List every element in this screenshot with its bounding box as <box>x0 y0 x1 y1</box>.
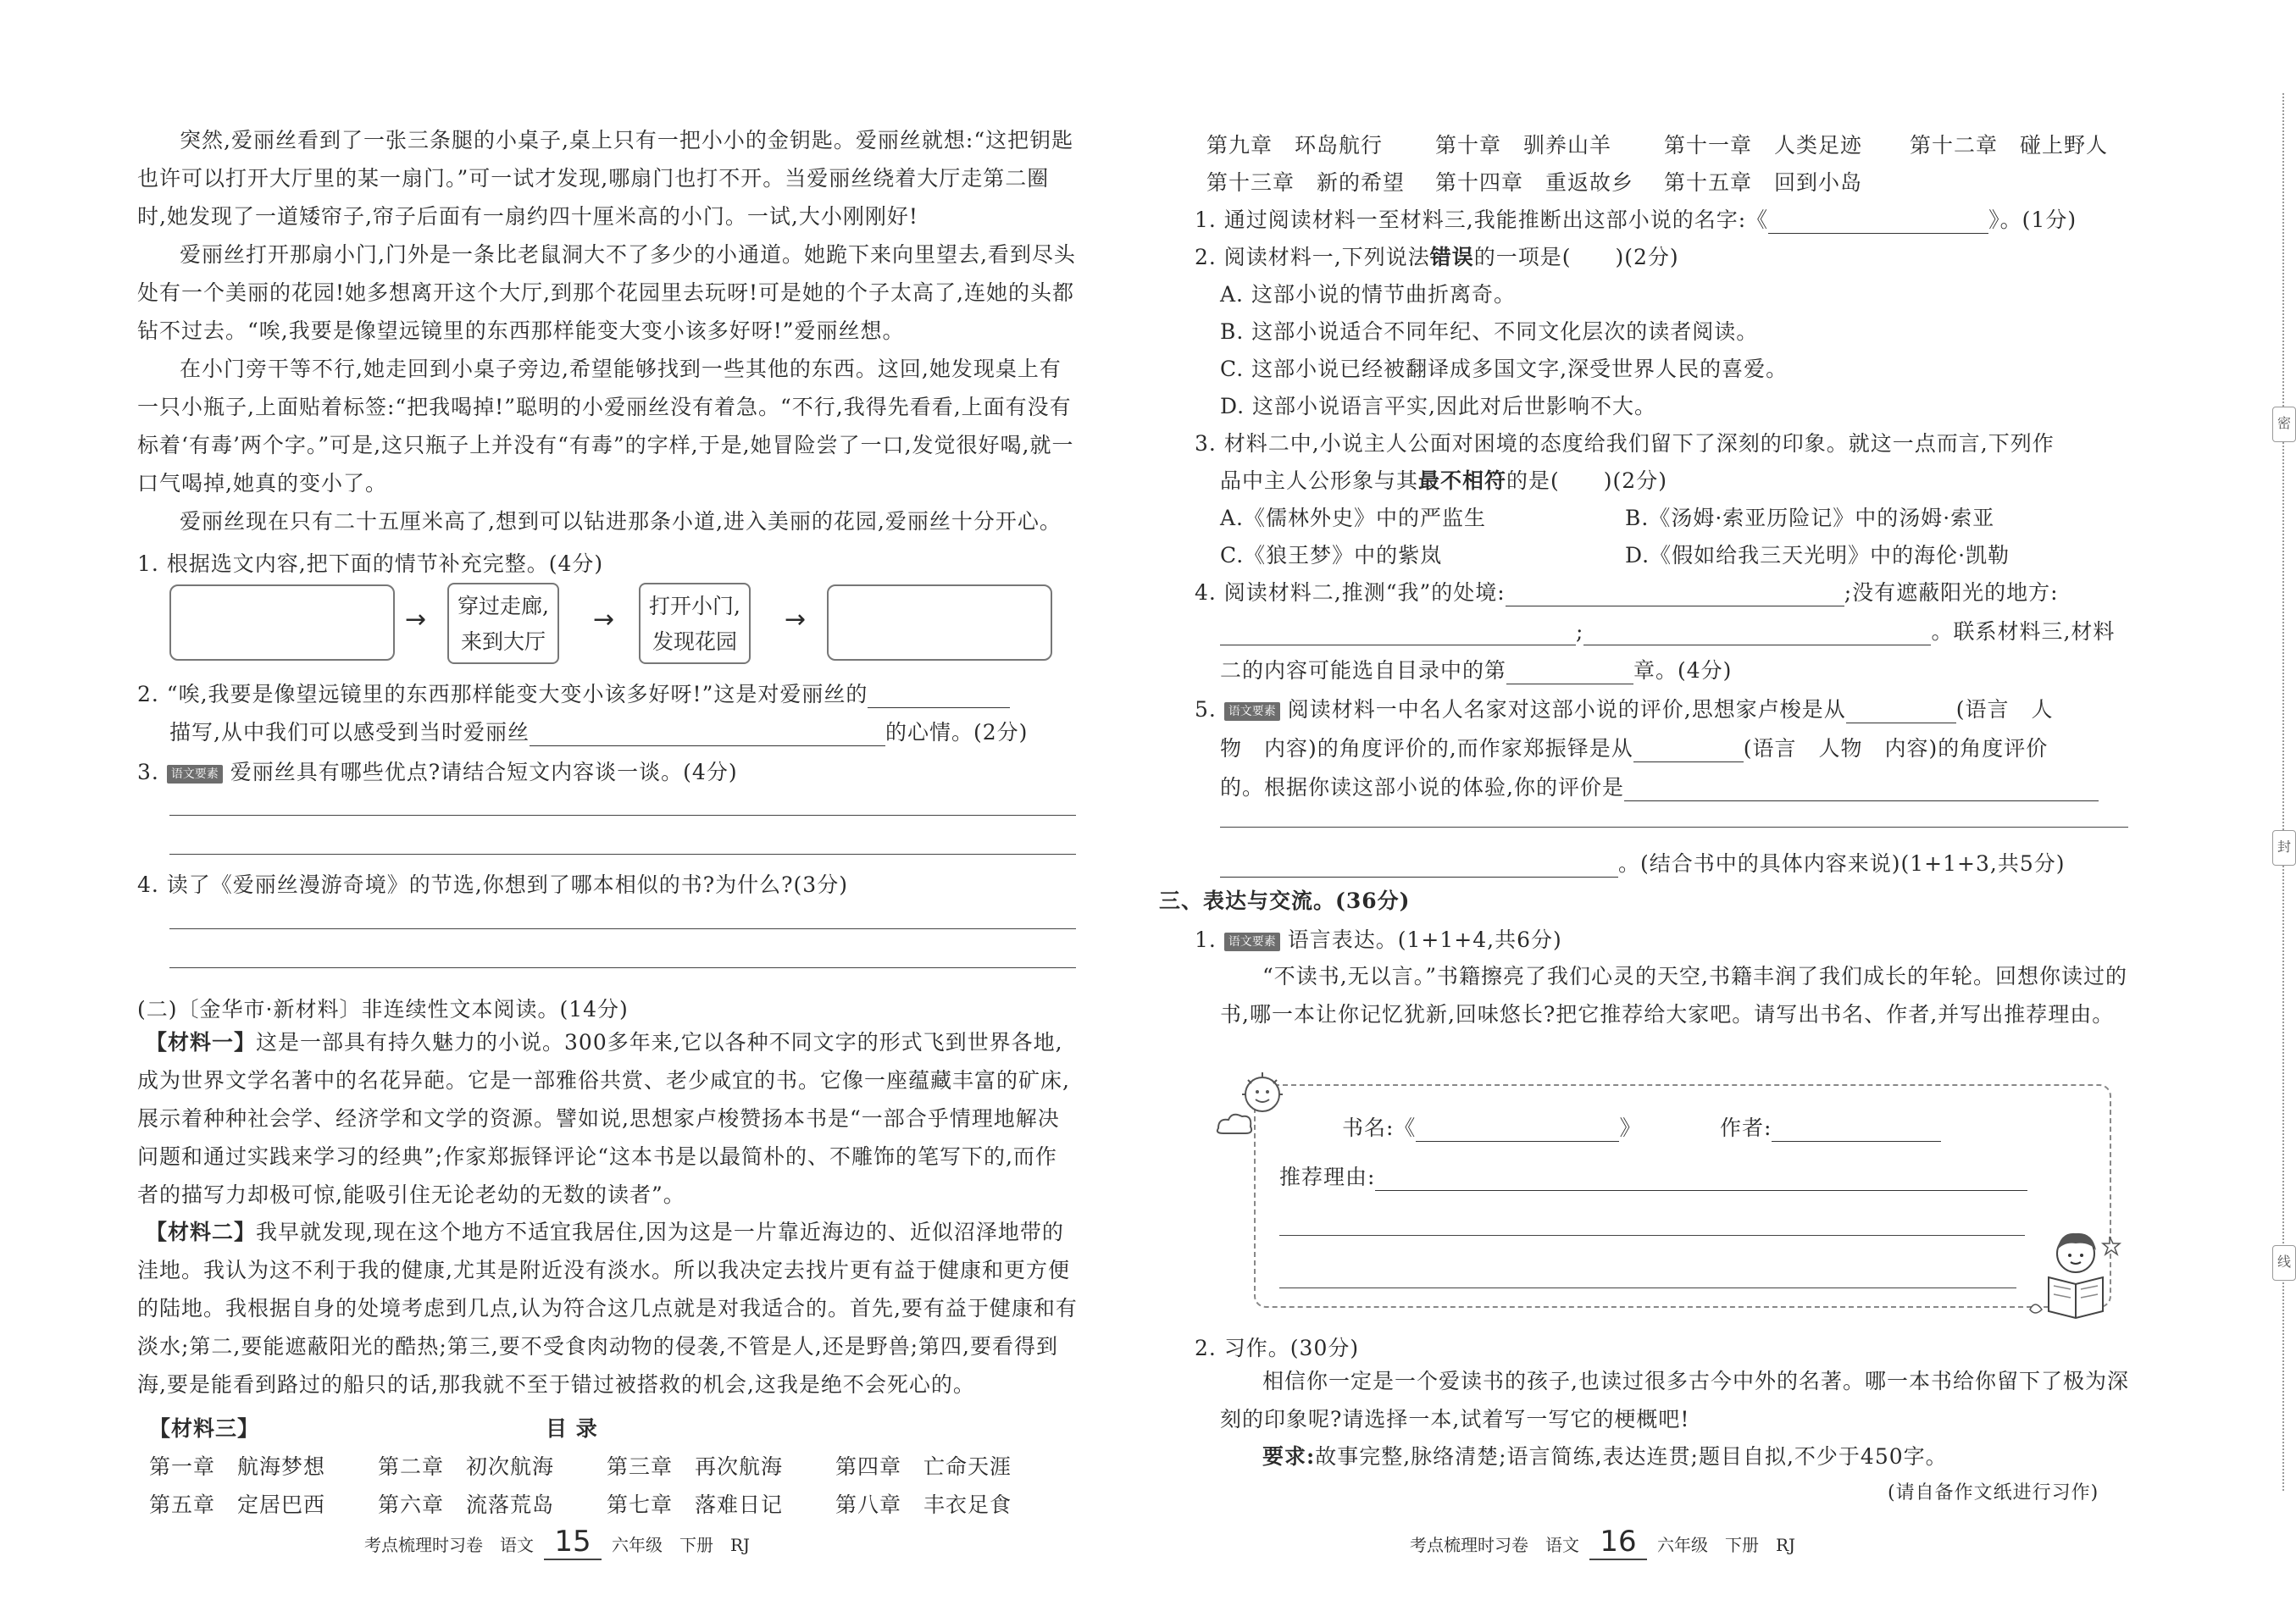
answer-line-q5-2[interactable] <box>1220 827 2128 828</box>
r-question-4-text-d: 。联系材料三,材料 <box>1931 619 2116 644</box>
flow-blank-box-1[interactable] <box>169 584 395 661</box>
question-2-text-a: 2. “唉,我要是像望远镜里的东西那样能变大变小该多好呀!”这是对爱丽丝的 <box>137 682 868 706</box>
yuwen-yaosu-badge: 语文要素 <box>1224 933 1280 951</box>
r-question-4 <box>1195 576 2059 606</box>
r-q2-option-c[interactable]: C. 这部小说已经被翻译成多国文字,深受世界人民的喜爱。 <box>1220 357 1789 381</box>
requirements-label: 要求: <box>1262 1444 1316 1469</box>
r-question-5-line3 <box>1220 771 2099 801</box>
toc-row-3-col-4: 第十二章 碰上野人 <box>1910 133 2109 158</box>
r-question-4-text-a: 4. 阅读材料二,推测“我”的处境: <box>1195 580 1506 605</box>
r-question-5-text-e: 的。根据你读这部小说的体验,你的评价是 <box>1220 775 1624 800</box>
toc-row-4-col-3: 第十五章 回到小岛 <box>1664 170 1863 195</box>
question-3 <box>137 756 738 786</box>
r-question-5-text-a: 阅读材料一中名人名家对这部小说的评价,思想家卢梭是从 <box>1287 697 1846 722</box>
flow-box-2-line2: 来到大厅 <box>460 629 546 654</box>
r-question-1-text-b: 》。(1分) <box>1988 208 2077 232</box>
r-question-3-text-b2: 的是( )(2分) <box>1506 468 1667 493</box>
r-question-2-text-a: 2. 阅读材料一,下列说法 <box>1195 245 1430 269</box>
question-2-text-b1: 描写,从中我们可以感受到当时爱丽丝 <box>169 720 530 745</box>
question-2-text-b2: 的心情。(2分) <box>885 720 1029 745</box>
toc-row-1-col-4: 第四章 亡命天涯 <box>835 1454 1012 1479</box>
r-question-2-bold: 错误 <box>1429 245 1474 269</box>
answer-blank-q5-zheng[interactable] <box>1633 741 1744 762</box>
page-number: 16 <box>1589 1525 1646 1560</box>
flow-arrow-3: → <box>785 605 807 634</box>
left-page <box>0 0 1142 1617</box>
r-question-5-line5 <box>1220 847 2065 878</box>
r-q3-option-b[interactable]: B.《汤姆·索亚历险记》中的汤姆·索亚 <box>1625 506 1995 530</box>
r-question-4-text-e: 二的内容可能选自目录中的第 <box>1220 658 1507 683</box>
r-question-4-line3 <box>1220 654 1732 684</box>
answer-blank-q4-chapter[interactable] <box>1506 663 1633 684</box>
answer-blank-q2-a[interactable] <box>868 687 1010 708</box>
toc-row-2-col-3: 第七章 落难日记 <box>607 1492 784 1517</box>
card-reason-input-2[interactable] <box>1279 1235 2025 1236</box>
answer-blank-q5-rousseau[interactable] <box>1846 702 1956 723</box>
card-book-input[interactable] <box>1416 1121 1619 1142</box>
card-book-label: 书名:《 <box>1342 1116 1417 1140</box>
toc-row-2-col-2: 第六章 流落荒岛 <box>378 1492 555 1517</box>
toc-row-3-col-2: 第十章 驯养山羊 <box>1435 133 1612 158</box>
r-question-5-text-b: (语言 人 <box>1955 697 2054 722</box>
flow-box-3-line1: 打开小门, <box>649 594 740 618</box>
r-question-5 <box>1195 693 2053 723</box>
r-question-5-text-c: 物 内容)的角度评价的,而作家郑振铎是从 <box>1220 736 1633 761</box>
answer-line-q3-2[interactable] <box>169 854 1076 855</box>
s3-question-2: 2. 习作。(30分) <box>1195 1336 1360 1360</box>
section-3-heading: 三、表达与交流。(36分) <box>1159 889 1411 913</box>
flow-arrow-1: → <box>405 605 427 634</box>
passage-para-1: 突然,爱丽丝看到了一张三条腿的小桌子,桌上只有一把小小的金钥匙。爱丽丝就想:“这把钥匙也许可以打开大厅里的某一扇门。”可一试才发现,哪扇门也打不开。当爱丽丝绕着大厅走第二圈时,她发现了一道矮帘子,帘子后面有一扇约四十厘米高的小门。一试,大小刚刚好! <box>137 128 1074 229</box>
r-question-3-text-b1: 品中主人公形象与其 <box>1220 468 1419 493</box>
footer-book-title: 考点梳理时习卷 语文 <box>1410 1535 1579 1555</box>
toc-row-2-col-4: 第八章 丰衣足食 <box>835 1492 1012 1517</box>
material-2-text: 我早就发现,现在这个地方不适宜我居住,因为这是一片靠近海边的、近似沼泽地带的洼地。我认为这不利于我的健康,尤其是附近没有淡水。所以我决定去找片更有益于健康和更方便的陆地。我根据自身的处境考虑到几点,认为符合这几点就是对我适合的。首先,要有益于健康和有淡水;第二,要能遮蔽阳光的酷热;第三,要不受食肉动物的侵袭,不管是人,还是野兽;第四,要看得到海,要是能看到路过的船只的话,那我就不至于错过被搭救的机会,这我是绝不会死心的。 <box>137 1220 1078 1397</box>
material-2 <box>137 1213 1078 1404</box>
answer-blank-q2-b[interactable] <box>530 725 885 746</box>
binding-mark-feng: 封 <box>2272 830 2296 866</box>
right-page <box>1142 0 2291 1617</box>
footer-book-title: 考点梳理时习卷 语文 <box>364 1535 534 1555</box>
question-3-num: 3. <box>137 760 159 784</box>
flow-box-2 <box>447 583 559 664</box>
r-question-3-cont <box>1220 464 1667 495</box>
reading-girl-icon <box>2023 1225 2125 1320</box>
toc-title: 目 录 <box>546 1416 598 1441</box>
yuwen-yaosu-badge: 语文要素 <box>1224 702 1280 721</box>
right-footer <box>1410 1525 1795 1560</box>
toc-row-1-col-3: 第三章 再次航海 <box>607 1454 784 1479</box>
question-3-text: 爱丽丝具有哪些优点?请结合短文内容谈一谈。(4分) <box>230 760 738 784</box>
requirements <box>1262 1440 1948 1470</box>
s3-q2-paragraph: 相信你一定是一个爱读书的孩子,也读过很多古今中外的名著。哪一本书给你留下了极为深刻的印象呢?请选择一本,试着写一写它的梗概吧! <box>1220 1369 2129 1431</box>
page-number: 15 <box>544 1525 601 1560</box>
r-q2-option-b[interactable]: B. 这部小说适合不同年纪、不同文化层次的读者阅读。 <box>1220 319 1759 344</box>
r-question-5-text-d: (语言 人物 内容)的角度评价 <box>1743 736 2049 761</box>
card-author-input[interactable] <box>1772 1121 1941 1142</box>
r-question-3: 3. 材料二中,小说主人公面对困境的态度给我们留下了深刻的印象。就这一点而言,下列作 <box>1195 431 2055 456</box>
r-question-4-text-b: ;没有遮蔽阳光的地方: <box>1844 580 2059 605</box>
answer-blank-q5-eval-1[interactable] <box>1624 780 2099 801</box>
r-q2-option-a[interactable]: A. 这部小说的情节曲折离奇。 <box>1220 282 1516 307</box>
r-question-5-num: 5. <box>1195 697 1217 722</box>
r-question-4-text-c: ; <box>1576 619 1584 644</box>
r-q3-option-a[interactable]: A.《儒林外史》中的严监生 <box>1220 506 1487 530</box>
r-question-5-text-f: 。(结合书中的具体内容来说)(1+1+3,共5分) <box>1618 851 2066 876</box>
r-question-2 <box>1195 241 1679 271</box>
toc-row-4-col-1: 第十三章 新的希望 <box>1206 170 1406 195</box>
answer-blank-q4-sun-a[interactable] <box>1220 624 1576 645</box>
toc-row-1-col-1: 第一章 航海梦想 <box>149 1454 326 1479</box>
question-1: 1. 根据选文内容,把下面的情节补充完整。(4分) <box>137 551 604 576</box>
answer-blank-book-name[interactable] <box>1768 213 1988 234</box>
s3-question-1-text: 语言表达。(1+1+4,共6分) <box>1287 928 1562 952</box>
r-q3-option-c[interactable]: C.《狼王梦》中的紫岚 <box>1220 543 1443 568</box>
card-reason-input-1[interactable] <box>1375 1170 2027 1191</box>
toc-row-1-col-2: 第二章 初次航海 <box>378 1454 555 1479</box>
card-author-label: 作者: <box>1720 1116 1772 1140</box>
r-question-5-line2 <box>1220 732 2048 762</box>
binding-mark-mi: 密 <box>2272 407 2296 442</box>
answer-blank-q4-sun-b[interactable] <box>1583 624 1931 645</box>
question-4: 4. 读了《爱丽丝漫游奇境》的节选,你想到了哪本相似的书?为什么?(3分) <box>137 872 848 897</box>
left-footer <box>364 1525 750 1560</box>
flow-box-3-line2: 发现花园 <box>652 629 737 654</box>
toc-row-3-col-1: 第九章 环岛航行 <box>1206 133 1384 158</box>
question-2-cont <box>169 716 1028 746</box>
material-1 <box>137 1023 1078 1214</box>
card-book-row <box>1342 1111 1641 1142</box>
sun-cloud-icon <box>1212 1069 1296 1145</box>
self-prepared-paper-note: (请自备作文纸进行习作) <box>1888 1482 2099 1503</box>
r-question-4-text-f: 章。(4分) <box>1633 658 1733 683</box>
binding-mark-xian: 线 <box>2272 1245 2296 1281</box>
s3-q1-paragraph: “不读书,无以言。”书籍擦亮了我们心灵的天空,书籍丰润了我们成长的年轮。回想你读过的书,哪一本让你记忆犹新,回味悠长?把它推荐给大家吧。请写出书名、作者,并写出推荐理由。 <box>1220 964 2127 1027</box>
toc-row-4-col-2: 第十四章 重返故乡 <box>1435 170 1634 195</box>
r-question-2-text-b: 的一项是( )(2分) <box>1473 245 1679 269</box>
section-2-heading: (二)〔金华市·新材料〕非连续性文本阅读。(14分) <box>137 997 629 1022</box>
material-3-label-text: 【材料三】 <box>149 1416 260 1441</box>
material-1-text: 这是一部具有持久魅力的小说。300多年来,它以各种不同文字的形式飞到世界各地,成为世界文学名著中的名花异葩。它是一部雅俗共赏、老少咸宜的书。它像一座蕴藏丰富的矿床,展示着种种社会学、经济学和文学的资源。譬如说,思想家卢梭赞扬本书是“一部合乎情理地解决问题和通过实践来学习的经典”;作家郑振铎评论“这本书是以最简朴的、不雕饰的笔写下的,而作者的描写力却极可惊,能吸引住无论老幼的无数的读者”。 <box>137 1030 1070 1207</box>
passage-para-4: 爱丽丝现在只有二十五厘米高了,想到可以钻进那条小道,进入美丽的花园,爱丽丝十分开心。 <box>180 509 1062 534</box>
card-reason-row <box>1279 1160 2027 1191</box>
answer-blank-q5-eval-3[interactable] <box>1220 856 1618 878</box>
card-author-row <box>1720 1111 1941 1142</box>
r-question-1-text-a: 1. 通过阅读材料一至材料三,我能推断出这部小说的名字:《 <box>1195 208 1769 232</box>
r-q3-option-d[interactable]: D.《假如给我三天光明》中的海伦·凯勒 <box>1625 543 2010 568</box>
toc-row-2-col-1: 第五章 定居巴西 <box>149 1492 326 1517</box>
flow-arrow-2: → <box>593 605 615 634</box>
flow-blank-box-4[interactable] <box>827 584 1052 661</box>
material-2-label: 【材料二】 <box>146 1220 257 1244</box>
s3-question-1 <box>1195 923 1562 954</box>
answer-blank-q4-situation[interactable] <box>1506 585 1844 606</box>
answer-line-q4-2[interactable] <box>169 967 1076 968</box>
toc-row-3-col-3: 第十一章 人类足迹 <box>1664 133 1863 158</box>
footer-grade: 六年级 下册 RJ <box>611 1535 751 1555</box>
answer-line-q3-1[interactable] <box>169 815 1076 816</box>
flow-box-3 <box>639 583 751 664</box>
card-book-end: 》 <box>1619 1116 1642 1140</box>
requirements-text: 故事完整,脉络清楚;语言简练,表达连贯;题目自拟,不少于450字。 <box>1315 1444 1948 1469</box>
r-question-1 <box>1195 203 2077 234</box>
flow-box-2-line1: 穿过走廊, <box>458 594 549 618</box>
question-2 <box>137 678 1010 708</box>
answer-line-q4-1[interactable] <box>169 928 1076 929</box>
passage-para-2: 爱丽丝打开那扇小门,门外是一条比老鼠洞大不了多少的小通道。她跪下来向里望去,看到尽头处有一个美丽的花园!她多想离开这个大厅,到那个花园里去玩呀!可是她的个子太高了,连她的头都钻不过去。“唉,我要是像望远镜里的东西那样能变大变小该多好呀!”爱丽丝想。 <box>137 242 1076 343</box>
r-question-3-bold: 最不相符 <box>1418 468 1507 493</box>
r-q2-option-d[interactable]: D. 这部小说语言平实,因此对后世影响不大。 <box>1220 394 1656 418</box>
footer-grade: 六年级 下册 RJ <box>1656 1535 1796 1555</box>
yuwen-yaosu-badge: 语文要素 <box>167 765 223 784</box>
card-reason-label: 推荐理由: <box>1279 1165 1376 1189</box>
binding-dotted-line <box>2282 93 2284 1491</box>
material-3-label <box>149 1412 259 1443</box>
s3-question-1-num: 1. <box>1195 928 1217 952</box>
material-1-label: 【材料一】 <box>146 1030 257 1055</box>
passage-para-3: 在小门旁干等不行,她走回到小桌子旁边,希望能够找到一些其他的东西。这回,她发现桌上有一只小瓶子,上面贴着标签:“把我喝掉!”聪明的小爱丽丝没有着急。“不行,我得先看看,上面有没有标着‘有毒’两个字。”可是,这只瓶子上并没有“有毒”的字样,于是,她冒险尝了一口,发觉很好喝,就一口气喝掉,她真的变小了。 <box>137 357 1074 496</box>
r-question-4-line2 <box>1220 615 2115 645</box>
